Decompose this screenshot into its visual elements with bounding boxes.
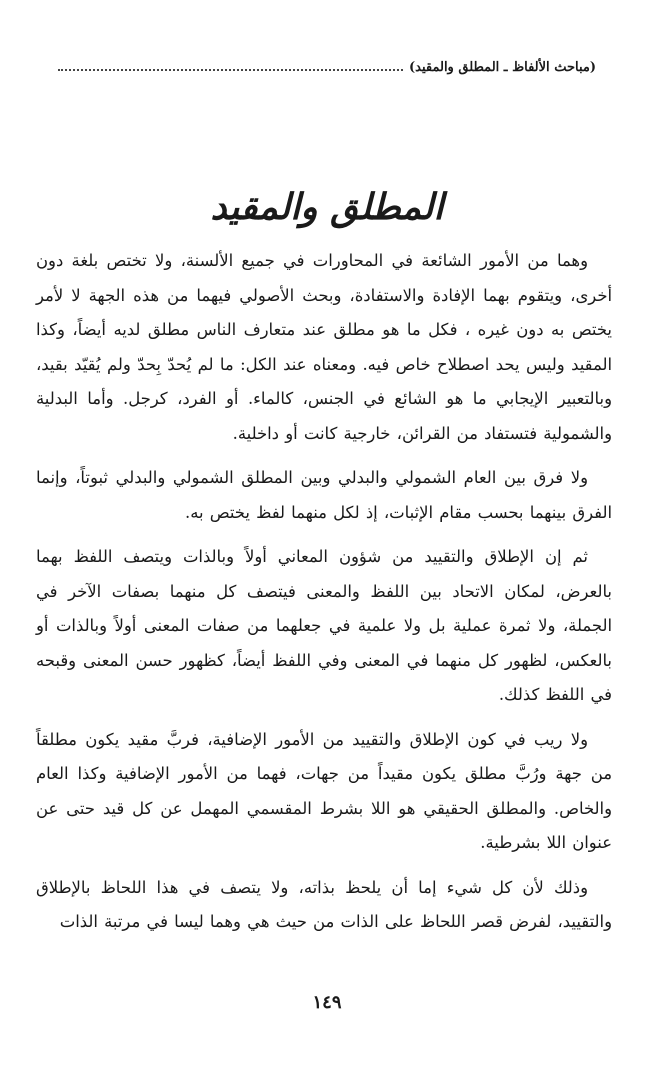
paragraph: ولا فرق بين العام الشمولي والبدلي وبين المطلق الشمولي والبدلي ثبوتاً، وإنما الفرق بينهما بحسب مقام الإثبات، إذ لكل منهما لفظ يختص به.	[36, 468, 612, 522]
page-number: ١٤٩	[312, 992, 342, 1013]
paragraph: ثم إن الإطلاق والتقييد من شؤون المعاني أولاً وبالذات ويتصف اللفظ بهما بالعرض، لمكان الاتحاد بين اللفظ والمعنى فيتصف كل منهما بصفات الآخر في الجملة، ولا ثمرة عملية بل ولا علمية في جعلهما من صفات المعنى أولاً وبالذات أو بالعكس، لظهور كل منهما في المعنى وفي اللفظ أيضاً، كظهور حسن المعنى وقبحه في اللفظ كذلك.	[36, 547, 612, 704]
running-header	[58, 56, 596, 78]
paragraph: وهما من الأمور الشائعة في المحاورات في جميع الألسنة، ولا تختص بلغة دون أخرى، ويتقوم بهما الإفادة والاستفادة، وبحث الأصولي فيهما من هذه الجهة لا لأمر يختص به دون غيره ، فكل ما هو مطلق عند متعارف الناس مطلق لديه أيضاً، وكذا المقيد وليس يحد اصطلاح خاص فيه. ومعناه عند الكل: ما لم يُحدّ بِحدّ ولم يُقيّد بقيد، وبالتعبير الإيجابي ما هو الشائع في الجنس، كالماء. أو الفرد، كرجل. وأما البدلية والشمولية فتستفاد من القرائن، خارجية كانت أو داخلية.	[36, 251, 612, 443]
paragraph: وذلك لأن كل شيء إما أن يلحظ بذاته، ولا يتصف في هذا اللحاظ بالإطلاق والتقييد، لفرض قصر اللحاظ على الذات من حيث هي وهما ليسا في مرتبة الذات	[36, 877, 612, 931]
chapter-title: المطلق والمقيد	[210, 186, 444, 228]
body-text	[36, 244, 612, 950]
paragraph: ولا ريب في كون الإطلاق والتقييد من الأمور الإضافية، فربَّ مقيد يكون مطلقاً من جهة ورُبَّ مطلق يكون مقيداً من جهات، فهما من الأمور الإضافية وكذا العام والخاص. والمطلق الحقيقي هو اللا بشرط المقسمي المهمل عن كل قيد حتى عن عنوان اللا بشرطية.	[36, 729, 612, 852]
running-header-title: (مباحث الألفاظ ـ المطلق والمقيد)	[409, 59, 596, 75]
header-dotted-leader	[58, 69, 403, 71]
